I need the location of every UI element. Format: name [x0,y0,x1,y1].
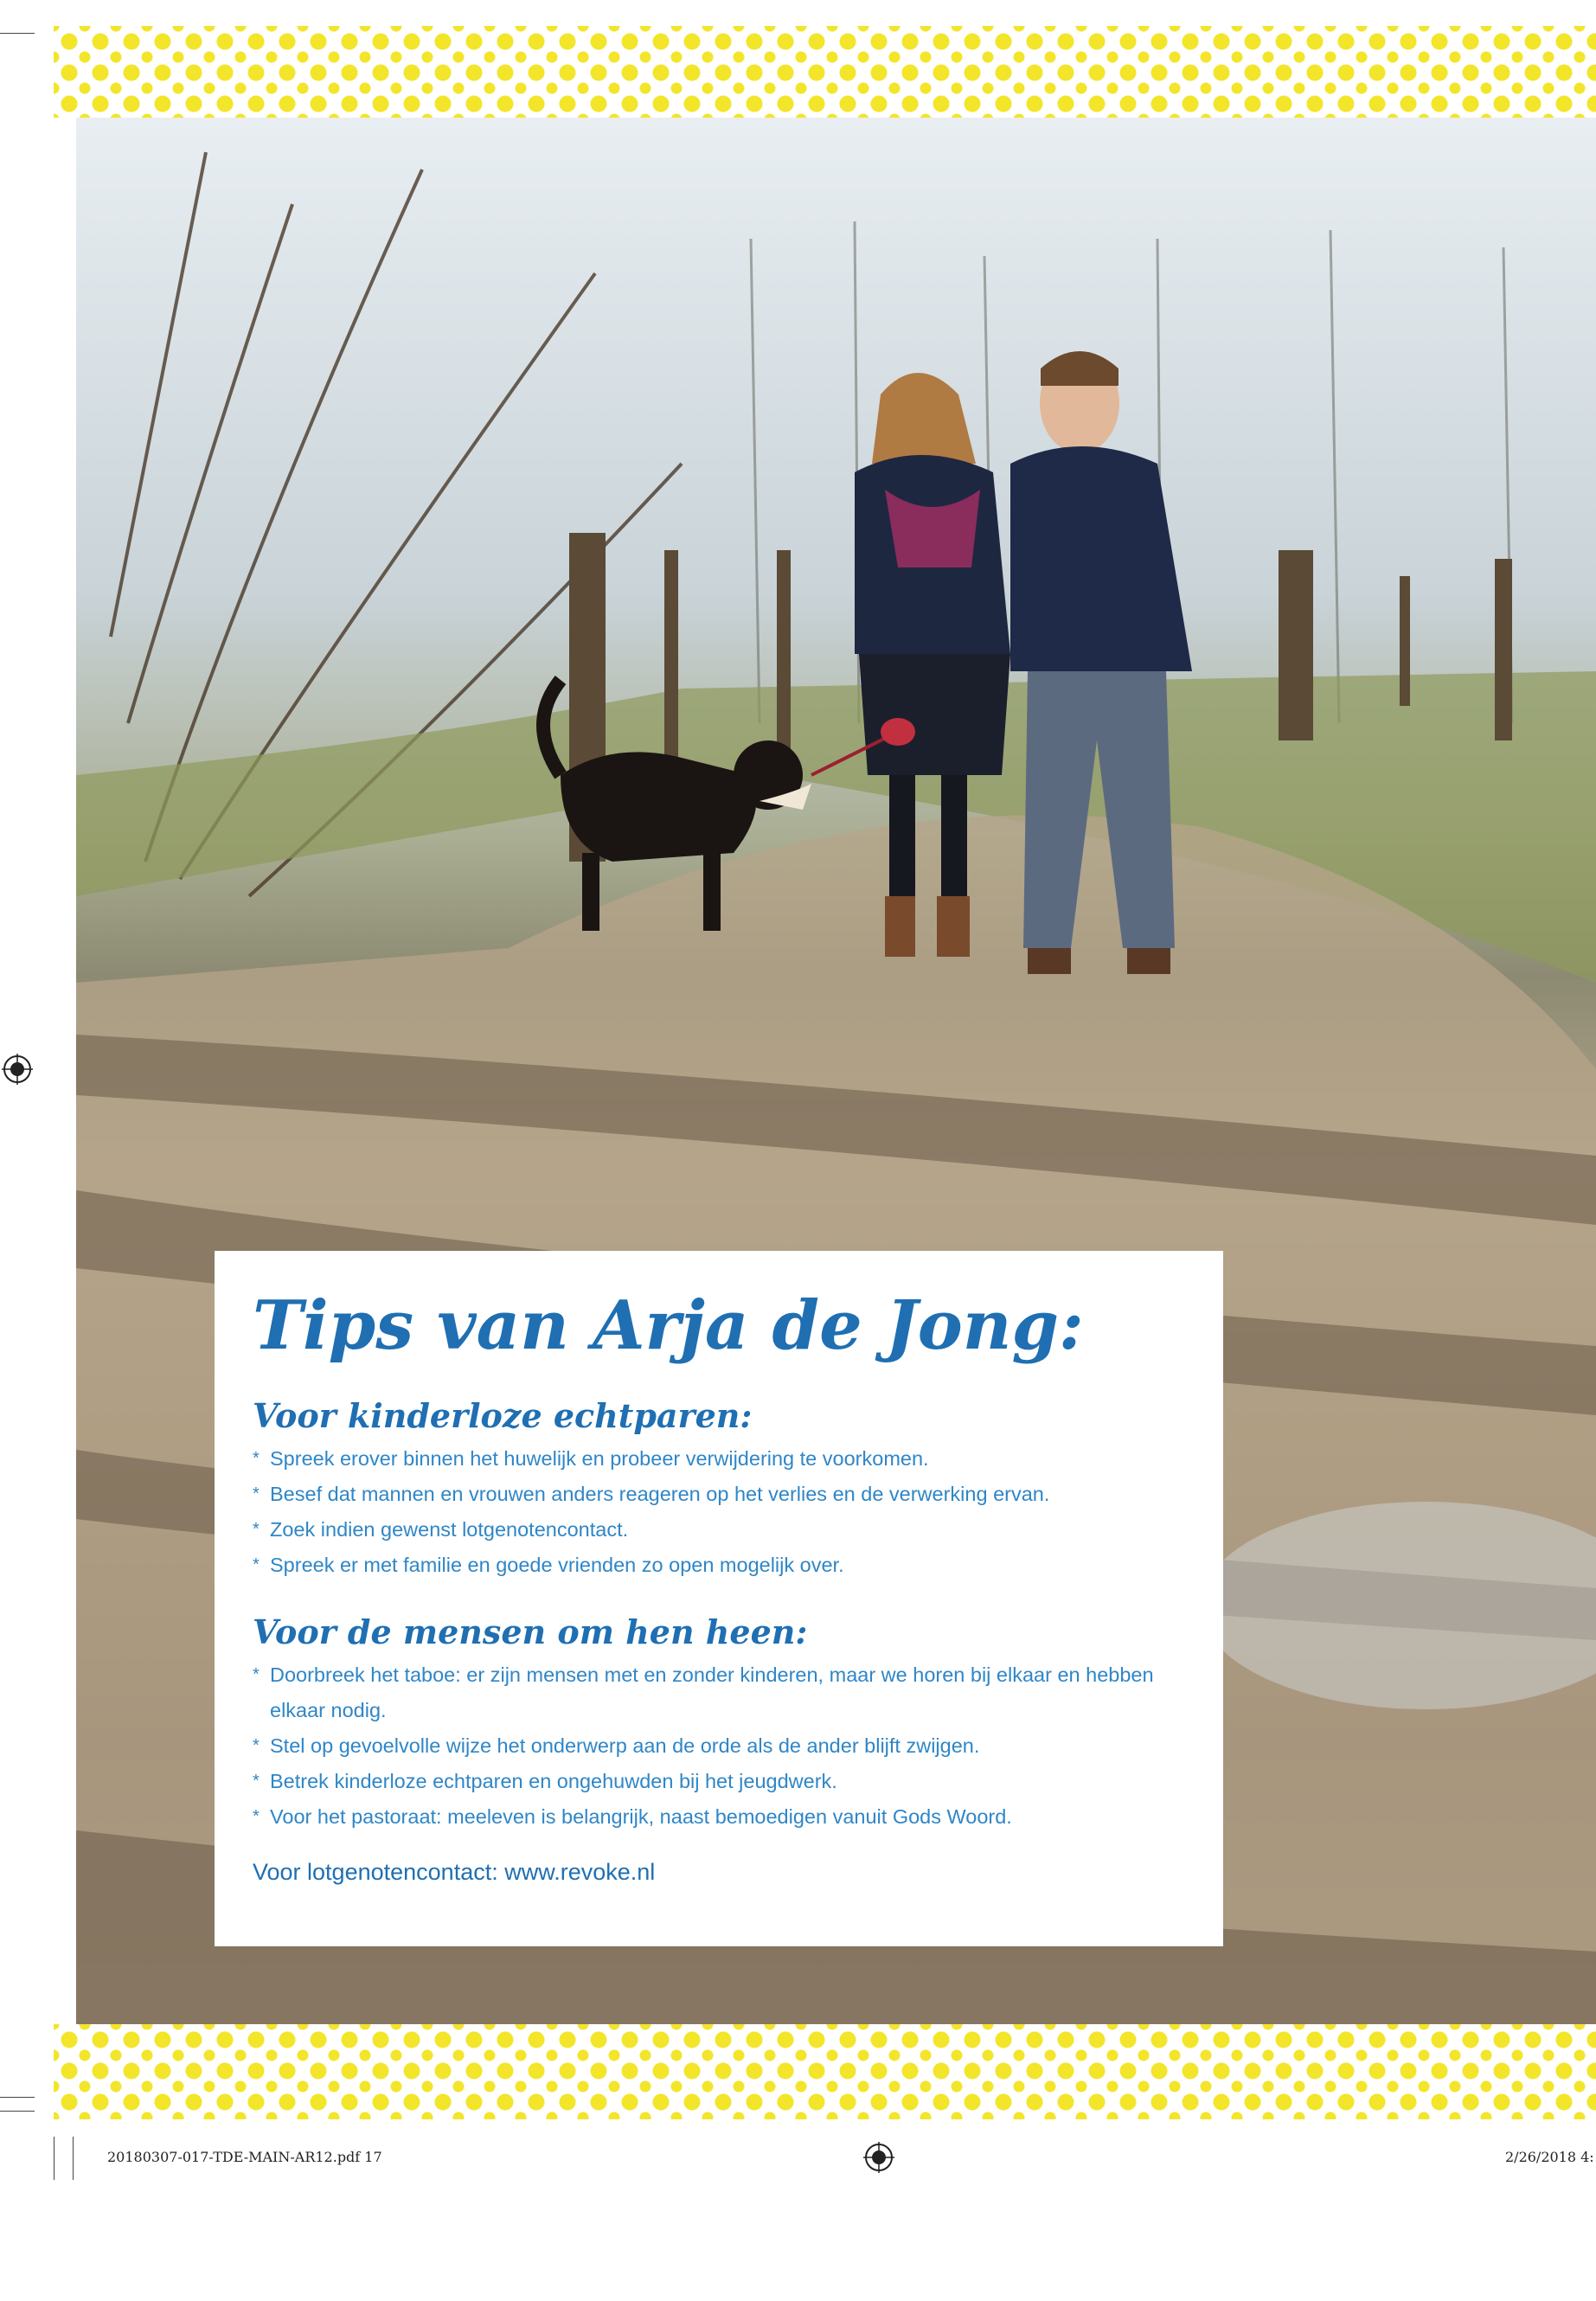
list-item: * Betrek kinderloze echtparen en ongehuwden bij het jeugdwerk. [253,1764,1189,1799]
crop-mark [0,2097,35,2098]
registration-mark-icon [2,1054,33,1085]
print-slug-date: 2/26/2018 4: [1505,2149,1594,2165]
list-item: * Zoek indien gewenst lotgenotencontact. [253,1512,1189,1548]
decorative-border-bottom [54,2024,1596,2119]
decorative-border-top [54,26,1596,118]
list-item: * Voor het pastoraat: meeleven is belangrijk, naast bemoedigen vanuit Gods Woord. [253,1799,1189,1835]
contact-note: Voor lotgenotencontact: www.revoke.nl [253,1859,656,1885]
list-item: * Besef dat mannen en vrouwen anders reageren op het verlies en de verwerking ervan. [253,1477,1189,1512]
section-heading-others: Voor de mensen om hen heen: [253,1612,808,1651]
bullet-glyph: * [253,1665,260,1684]
section-spacer [253,1583,1189,1616]
list-item: * Doorbreek het taboe: er zijn mensen met en zonder kinderen, maar we horen bij elkaar en hebben elkaar nodig. [253,1657,1189,1728]
registration-mark-icon [863,2142,894,2173]
bullet-glyph: * [253,1555,260,1574]
bullet-glyph: * [253,1484,260,1503]
tips-list-others [253,1657,1189,1835]
crop-mark [0,2111,35,2112]
crop-mark [73,2137,74,2180]
list-item: * Spreek erover binnen het huwelijk en probeer verwijdering te voorkomen. [253,1441,1189,1477]
print-slug-file: 20180307-017-TDE-MAIN-AR12.pdf 17 [107,2149,382,2165]
tips-box [215,1251,1223,1946]
section-heading-couples: Voor kinderloze echtparen: [253,1396,753,1435]
bullet-glyph: * [253,1772,260,1791]
bullet-glyph: * [253,1807,260,1826]
bullet-glyph: * [253,1449,260,1468]
list-item: * Stel op gevoelvolle wijze het onderwerp aan de orde als de ander blijft zwijgen. [253,1728,1189,1764]
list-item: * Spreek er met familie en goede vrienden zo open mogelijk over. [253,1548,1189,1583]
tips-list-couples [253,1441,1189,1583]
bullet-glyph: * [253,1736,260,1755]
crop-mark [0,33,35,34]
tips-title: Tips van Arja de Jong: [253,1286,1084,1365]
bullet-glyph: * [253,1520,260,1539]
